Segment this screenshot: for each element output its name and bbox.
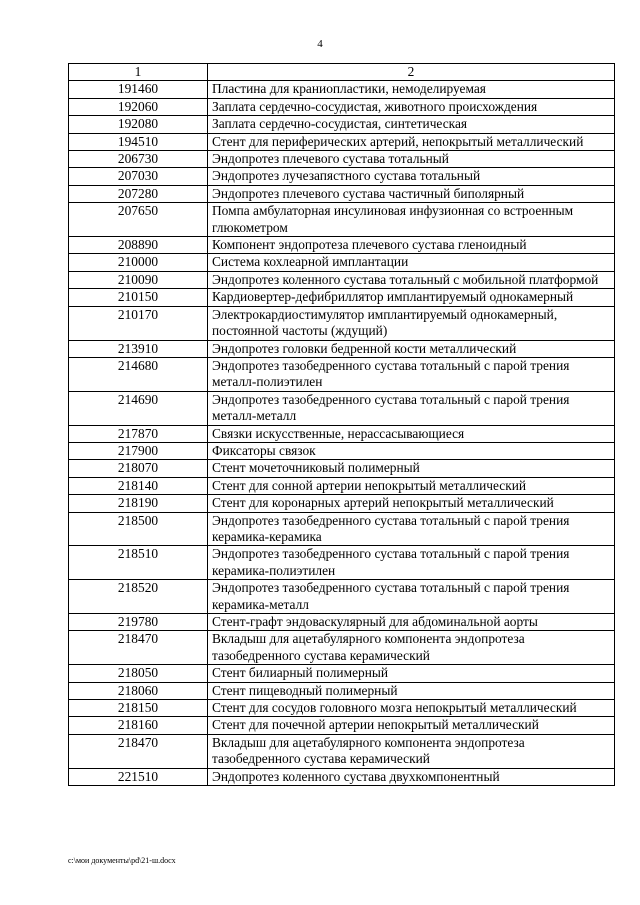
table-row — [69, 340, 615, 357]
table-row — [69, 81, 615, 98]
device-code-cell: 218520 — [69, 580, 208, 614]
column-header-code: 1 — [69, 64, 208, 81]
device-code-cell: 217870 — [69, 425, 208, 442]
device-code-cell: 194510 — [69, 133, 208, 150]
table-header-row — [69, 64, 615, 81]
device-name-cell: Эндопротез тазобедренного сустава тотальный с парой трения керамика-керамика — [208, 512, 615, 546]
device-code-cell: 218470 — [69, 734, 208, 768]
table-row — [69, 116, 615, 133]
table-row — [69, 151, 615, 168]
table-row — [69, 495, 615, 512]
table-row — [69, 306, 615, 340]
device-code-cell: 221510 — [69, 768, 208, 785]
device-name-cell: Электрокардиостимулятор имплантируемый однокамерный, постоянной частоты (ждущий) — [208, 306, 615, 340]
table-row — [69, 98, 615, 115]
table-row — [69, 700, 615, 717]
device-code-cell: 218510 — [69, 546, 208, 580]
table-row — [69, 460, 615, 477]
device-name-cell: Эндопротез коленного сустава двухкомпонентный — [208, 768, 615, 785]
file-path-footer: c:\мои документы\pd\21-ш.docx — [68, 856, 176, 865]
device-name-cell: Вкладыш для ацетабулярного компонента эндопротеза тазобедренного сустава керамический — [208, 734, 615, 768]
device-code-cell: 218060 — [69, 682, 208, 699]
table-row — [69, 425, 615, 442]
device-name-cell: Эндопротез коленного сустава тотальный с мобильной платформой — [208, 271, 615, 288]
table-row — [69, 289, 615, 306]
table-row — [69, 734, 615, 768]
device-name-cell: Вкладыш для ацетабулярного компонента эндопротеза тазобедренного сустава керамический — [208, 631, 615, 665]
device-code-cell: 218500 — [69, 512, 208, 546]
device-name-cell: Стент-графт эндоваскулярный для абдоминальной аорты — [208, 614, 615, 631]
device-name-cell: Заплата сердечно-сосудистая, синтетическая — [208, 116, 615, 133]
device-code-cell: 207030 — [69, 168, 208, 185]
table-row — [69, 203, 615, 237]
table-row — [69, 665, 615, 682]
device-code-cell: 210090 — [69, 271, 208, 288]
device-code-cell: 208890 — [69, 237, 208, 254]
device-code-cell: 210170 — [69, 306, 208, 340]
device-code-cell: 218050 — [69, 665, 208, 682]
device-name-cell: Стент мочеточниковый полимерный — [208, 460, 615, 477]
table-row — [69, 477, 615, 494]
device-name-cell: Связки искусственные, нерассасывающиеся — [208, 425, 615, 442]
device-code-cell: 206730 — [69, 151, 208, 168]
device-code-cell: 210000 — [69, 254, 208, 271]
device-code-cell: 191460 — [69, 81, 208, 98]
table-row — [69, 512, 615, 546]
device-name-cell: Эндопротез плечевого сустава частичный биполярный — [208, 185, 615, 202]
device-code-cell: 218140 — [69, 477, 208, 494]
device-name-cell: Стент для периферических артерий, непокрытый металлический — [208, 133, 615, 150]
device-code-cell: 214680 — [69, 357, 208, 391]
device-name-cell: Компонент эндопротеза плечевого сустава гленоидный — [208, 237, 615, 254]
table-row — [69, 768, 615, 785]
device-name-cell: Кардиовертер-дефибриллятор имплантируемый однокамерный — [208, 289, 615, 306]
device-code-cell: 218160 — [69, 717, 208, 734]
device-code-cell: 218470 — [69, 631, 208, 665]
device-name-cell: Заплата сердечно-сосудистая, животного происхождения — [208, 98, 615, 115]
table-row — [69, 254, 615, 271]
device-code-cell: 217900 — [69, 442, 208, 459]
table-row — [69, 546, 615, 580]
device-name-cell: Пластина для краниопластики, немоделируемая — [208, 81, 615, 98]
device-name-cell: Эндопротез лучезапястного сустава тотальный — [208, 168, 615, 185]
table-row — [69, 631, 615, 665]
device-table — [68, 63, 615, 786]
device-code-cell: 192080 — [69, 116, 208, 133]
table-row — [69, 237, 615, 254]
table-row — [69, 357, 615, 391]
device-code-cell: 210150 — [69, 289, 208, 306]
device-name-cell: Стент для коронарных артерий непокрытый металлический — [208, 495, 615, 512]
device-name-cell: Фиксаторы связок — [208, 442, 615, 459]
device-name-cell: Эндопротез тазобедренного сустава тотальный с парой трения металл-полиэтилен — [208, 357, 615, 391]
page-number: 4 — [317, 38, 323, 50]
device-name-cell: Стент для сосудов головного мозга непокрытый металлический — [208, 700, 615, 717]
device-name-cell: Стент для почечной артерии непокрытый металлический — [208, 717, 615, 734]
table-row — [69, 168, 615, 185]
table-row — [69, 185, 615, 202]
device-name-cell: Эндопротез плечевого сустава тотальный — [208, 151, 615, 168]
table-row — [69, 271, 615, 288]
device-code-cell: 207650 — [69, 203, 208, 237]
column-header-name: 2 — [208, 64, 615, 81]
table-row — [69, 133, 615, 150]
table-row — [69, 682, 615, 699]
device-code-cell: 192060 — [69, 98, 208, 115]
table-row — [69, 614, 615, 631]
device-name-cell: Эндопротез тазобедренного сустава тотальный с парой трения металл-металл — [208, 391, 615, 425]
device-code-cell: 219780 — [69, 614, 208, 631]
device-code-cell: 207280 — [69, 185, 208, 202]
device-name-cell: Стент для сонной артерии непокрытый металлический — [208, 477, 615, 494]
table-row — [69, 391, 615, 425]
device-name-cell: Эндопротез тазобедренного сустава тотальный с парой трения керамика-металл — [208, 580, 615, 614]
device-code-cell: 218190 — [69, 495, 208, 512]
device-code-cell: 218070 — [69, 460, 208, 477]
device-code-cell: 218150 — [69, 700, 208, 717]
table-row — [69, 442, 615, 459]
device-name-cell: Помпа амбулаторная инсулиновая инфузионная со встроенным глюкометром — [208, 203, 615, 237]
table-body — [69, 81, 615, 786]
device-name-cell: Система кохлеарной имплантации — [208, 254, 615, 271]
device-code-cell: 214690 — [69, 391, 208, 425]
device-name-cell: Эндопротез тазобедренного сустава тотальный с парой трения керамика-полиэтилен — [208, 546, 615, 580]
device-code-cell: 213910 — [69, 340, 208, 357]
table-row — [69, 717, 615, 734]
device-name-cell: Стент билиарный полимерный — [208, 665, 615, 682]
table-row — [69, 580, 615, 614]
device-name-cell: Эндопротез головки бедренной кости металлический — [208, 340, 615, 357]
device-name-cell: Стент пищеводный полимерный — [208, 682, 615, 699]
